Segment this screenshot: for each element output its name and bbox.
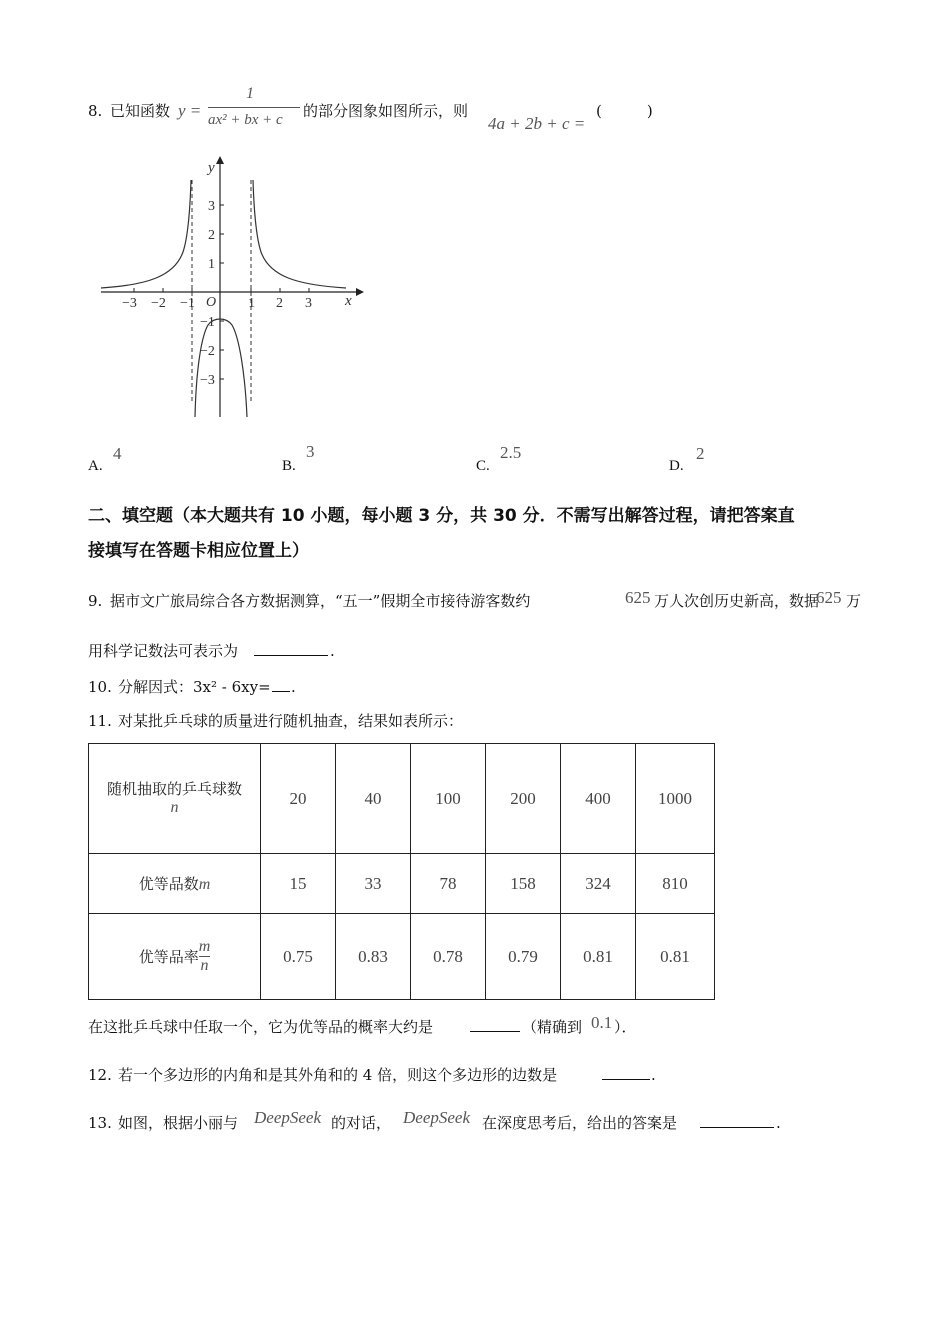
x-tick-label: 3 bbox=[305, 296, 312, 311]
q9-line2: 用科学记数法可表示为 bbox=[88, 642, 239, 660]
row-header-n: 随机抽取的乒乓球数 n bbox=[89, 744, 261, 854]
q11-text: 对某批乒乓球的质量进行随机抽查，结果如表所示： bbox=[118, 712, 464, 730]
table-cell: 40 bbox=[336, 744, 411, 854]
q8-text-before: 已知函数 bbox=[110, 102, 171, 120]
row-header-rate: 优等品率 $\frac{m}{n}$ bbox=[89, 914, 261, 1000]
curve-right-branch bbox=[253, 180, 346, 288]
q9-part1: 据市文广旅局综合各方数据测算，“五一”假期全市接待游客数约 bbox=[110, 592, 531, 610]
table-cell: 810 bbox=[636, 854, 715, 914]
table-cell: 0.81 bbox=[561, 914, 636, 1000]
option-d-letter[interactable]: D. bbox=[669, 458, 684, 474]
option-a-letter[interactable]: A. bbox=[88, 458, 103, 474]
table-cell: 1000 bbox=[636, 744, 715, 854]
q12-end: . bbox=[651, 1066, 656, 1084]
q9-answer-blank[interactable] bbox=[254, 641, 328, 656]
q12-number: 12. bbox=[88, 1066, 112, 1084]
q8-expr: 4a + 2b + c = bbox=[488, 114, 586, 133]
section-heading-line1: 二、填空题（本大题共有 10 小题，每小题 3 分，共 30 分．不需写出解答过程，请把答案直 bbox=[88, 506, 795, 526]
quality-table bbox=[88, 743, 715, 1000]
x-tick-label: 2 bbox=[276, 296, 283, 311]
option-d-value[interactable]: 2 bbox=[696, 444, 705, 463]
q11-precision: 0.1 bbox=[591, 1013, 613, 1032]
table-cell: 0.83 bbox=[336, 914, 411, 1000]
q10-end: . bbox=[291, 678, 296, 696]
q9-part2: 万人次创历史新高，数据 bbox=[654, 592, 820, 610]
table-cell: 0.79 bbox=[486, 914, 561, 1000]
table-cell: 20 bbox=[261, 744, 336, 854]
row-header-m: 优等品数m bbox=[89, 854, 261, 914]
q9-number: 9. bbox=[88, 592, 103, 610]
y-tick-label: 3 bbox=[208, 199, 215, 214]
table-row bbox=[89, 854, 715, 914]
rate-fraction: $\frac{m}{n}$ bbox=[198, 938, 211, 974]
q13-part3: 在深度思考后，给出的答案是 bbox=[482, 1114, 678, 1132]
x-tick-label: 1 bbox=[248, 296, 255, 311]
table-cell: 15 bbox=[261, 854, 336, 914]
y-tick-label: −1 bbox=[200, 315, 215, 330]
q12-answer-blank[interactable] bbox=[602, 1065, 650, 1080]
q8-func-num: 1 bbox=[246, 85, 254, 102]
option-a-value[interactable]: 4 bbox=[113, 444, 122, 463]
q8-fraction-bar bbox=[208, 107, 300, 108]
q11-answer-blank[interactable] bbox=[470, 1017, 520, 1032]
table-cell: 0.78 bbox=[411, 914, 486, 1000]
section-heading-line2: 接填写在答题卡相应位置上） bbox=[88, 541, 309, 561]
y-axis-label: y bbox=[208, 160, 215, 176]
table-row bbox=[89, 744, 715, 854]
option-c-letter[interactable]: C. bbox=[476, 458, 490, 474]
x-tick-label: −2 bbox=[151, 296, 166, 311]
curve-left-branch bbox=[101, 180, 191, 288]
q13-part2: 的对话， bbox=[331, 1114, 392, 1132]
q13-name2: DeepSeek bbox=[403, 1108, 471, 1127]
q9-part3: 万 bbox=[846, 592, 862, 610]
table-cell: 33 bbox=[336, 854, 411, 914]
x-axis-label: x bbox=[345, 293, 352, 309]
table-cell: 324 bbox=[561, 854, 636, 914]
q11-number: 11. bbox=[88, 712, 112, 730]
y-tick-label: −2 bbox=[200, 344, 215, 359]
origin-label: O bbox=[206, 295, 217, 310]
option-b-value[interactable]: 3 bbox=[306, 442, 315, 461]
y-axis-arrow bbox=[216, 156, 224, 164]
curve-middle-branch bbox=[195, 319, 247, 417]
q10-text: 分解因式：3x² - 6xy= bbox=[118, 678, 271, 696]
table-cell: 78 bbox=[411, 854, 486, 914]
q11-after-text2: （精确到 bbox=[522, 1018, 583, 1036]
q13-part1: 如图，根据小丽与 bbox=[118, 1114, 239, 1132]
q13-name1: DeepSeek bbox=[254, 1108, 322, 1127]
q13-number: 13. bbox=[88, 1114, 112, 1132]
q8-func-lhs: y = bbox=[178, 101, 202, 120]
x-tick-label: −3 bbox=[122, 296, 137, 311]
q13-end: . bbox=[776, 1114, 781, 1132]
table-cell: 400 bbox=[561, 744, 636, 854]
option-b-letter[interactable]: B. bbox=[282, 458, 296, 474]
q9-num2: 625 bbox=[816, 588, 842, 607]
q9-end: . bbox=[330, 642, 335, 660]
table-cell: 200 bbox=[486, 744, 561, 854]
q9-num1: 625 bbox=[625, 588, 651, 607]
q11-after-text3: ）． bbox=[614, 1018, 637, 1036]
q8-text-after: 的部分图象如图所示，则 bbox=[303, 102, 469, 120]
q8-func-den: ax² + bx + c bbox=[208, 112, 283, 128]
table-cell: 0.75 bbox=[261, 914, 336, 1000]
q11-after-text1: 在这批乒乓球中任取一个，它为优等品的概率大约是 bbox=[88, 1018, 434, 1036]
q8-number: 8. bbox=[88, 102, 103, 120]
q10-number: 10. bbox=[88, 678, 112, 696]
table-row bbox=[89, 914, 715, 1000]
y-tick-label: 1 bbox=[208, 257, 215, 272]
x-axis-arrow bbox=[356, 288, 364, 296]
x-tick-label: −1 bbox=[180, 296, 195, 311]
table-cell: 100 bbox=[411, 744, 486, 854]
q13-answer-blank[interactable] bbox=[700, 1113, 774, 1128]
y-tick-label: −3 bbox=[200, 373, 215, 388]
y-tick-label: 2 bbox=[208, 228, 215, 243]
function-graph bbox=[96, 152, 366, 422]
table-cell: 158 bbox=[486, 854, 561, 914]
q8-paren: ( ) bbox=[596, 102, 653, 120]
option-c-value[interactable]: 2.5 bbox=[500, 443, 522, 462]
table-cell: 0.81 bbox=[636, 914, 715, 1000]
q12-text: 若一个多边形的内角和是其外角和的 4 倍，则这个多边形的边数是 bbox=[118, 1066, 558, 1084]
q10-answer-blank[interactable] bbox=[272, 677, 290, 692]
